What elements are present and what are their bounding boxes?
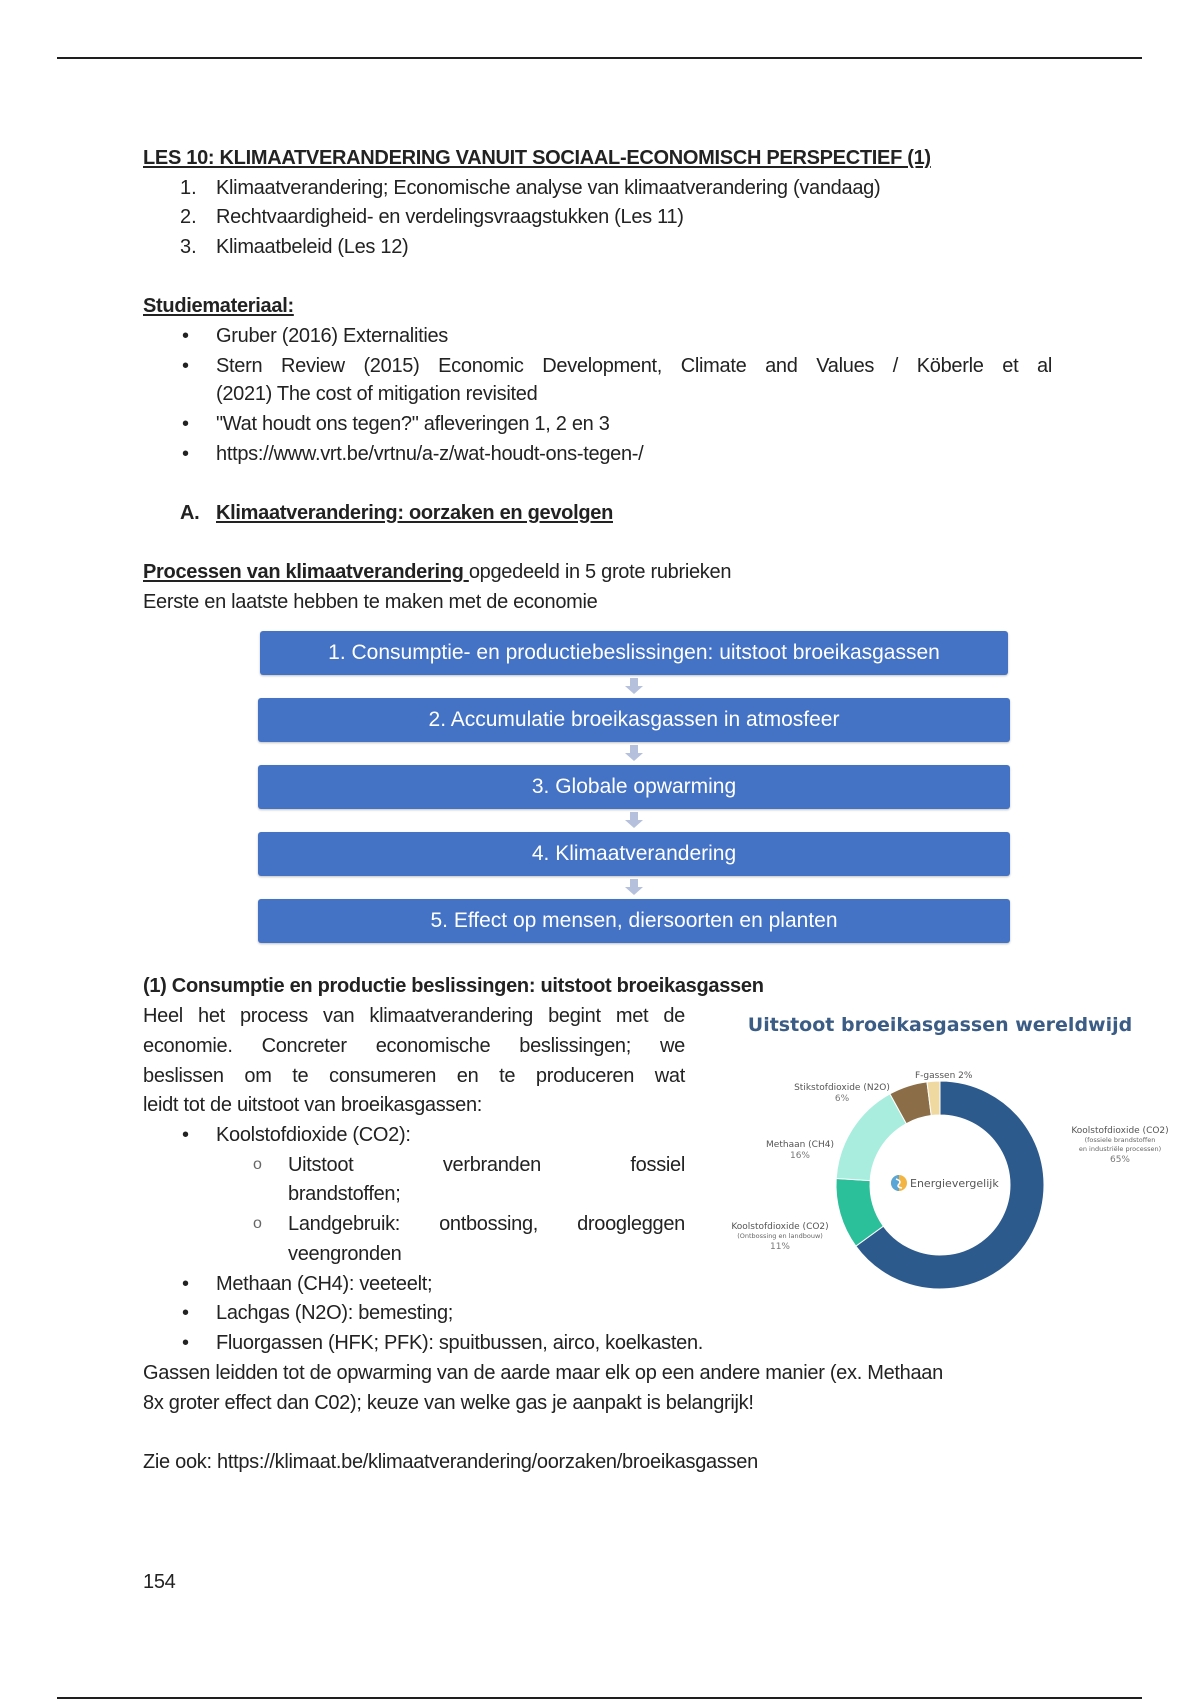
slice-label-percent: 11% [769, 1242, 791, 1252]
section-a-heading: Klimaatverandering: oorzaken en gevolgen [216, 502, 613, 524]
bullet-icon: • [182, 1124, 190, 1146]
slice-label-name: F-gassen 2% [915, 1071, 973, 1081]
slice-label-percent: 6% [834, 1094, 850, 1104]
processes-heading-rest: opgedeeld in 5 grote rubrieken [468, 561, 732, 583]
closing-line: Gassen leidden tot de opwarming van de aarde maar elk op een andere manier (ex. Methaan [143, 1362, 943, 1384]
paragraph-line: Heel het process van klimaatverandering begint met de [143, 1005, 685, 1027]
flow-step-5: 5. Effect op mensen, diersoorten en planten [258, 899, 1010, 943]
processes-heading [143, 560, 731, 584]
emissions-donut-chart [700, 1005, 1180, 1305]
bullet-icon: • [182, 1332, 190, 1354]
bullet-icon: • [182, 413, 190, 435]
list-number: 2. [180, 206, 197, 228]
brand-name: Energievergelijk [910, 1177, 999, 1190]
processes-heading-underlined: Processen van klimaatverandering [143, 561, 469, 583]
lesson-topic-item: Klimaatverandering; Economische analyse van klimaatverandering (vandaag) [216, 177, 881, 199]
gas-item-methane: Methaan (CH4): veeteelt; [216, 1273, 433, 1295]
brand-logo [891, 1175, 999, 1191]
donut-slice [836, 1094, 906, 1181]
sub-item-line: Uitstoot verbranden fossiel [288, 1154, 685, 1176]
study-material-item: Stern Review (2015) Economic Development, Climate and Values / Köberle et al [216, 355, 1052, 377]
slice-label-percent: 65% [1109, 1155, 1131, 1165]
gas-item-n2o: Lachgas (N2O): bemesting; [216, 1302, 454, 1324]
see-also-link[interactable]: Zie ook: https://klimaat.be/klimaatverandering/oorzaken/broeikasgassen [143, 1451, 758, 1473]
lesson-topic-item: Rechtvaardigheid- en verdelingsvraagstukken (Les 11) [216, 206, 684, 228]
paragraph-line: leidt tot de uitstoot van broeikasgassen: [143, 1094, 483, 1116]
study-material-item: "Wat houdt ons tegen?" afleveringen 1, 2 en 3 [216, 413, 610, 435]
lesson-topic-item: Klimaatbeleid (Les 12) [216, 236, 409, 258]
slice-label-name: Koolstofdioxide (CO2) [1071, 1126, 1169, 1136]
slice-label-name: Methaan (CH4) [766, 1140, 834, 1150]
sub-item-line: veengronden [288, 1243, 402, 1265]
bullet-icon: • [182, 325, 190, 347]
slice-label-name: Stikstofdioxide (N2O) [794, 1083, 890, 1093]
slice-label-sub: (Ontbossing en landbouw) [737, 1232, 823, 1240]
study-material-link[interactable]: https://www.vrt.be/vrtnu/a-z/wat-houdt-ons-tegen-/ [216, 443, 644, 465]
flow-step-4: 4. Klimaatverandering [258, 832, 1010, 876]
bullet-icon: • [182, 1273, 190, 1295]
section-marker: A. [180, 502, 200, 524]
gas-item-co2: Koolstofdioxide (CO2): [216, 1124, 411, 1146]
processes-subline: Eerste en laatste hebben te maken met de economie [143, 591, 598, 613]
list-number: 1. [180, 177, 197, 199]
chart-title: Uitstoot broeikasgassen wereldwijd [747, 1014, 1133, 1036]
study-material-item-cont: (2021) The cost of mitigation revisited [216, 383, 538, 405]
list-number: 3. [180, 236, 197, 258]
slice-label-sub: (fossiele brandstoffen [1084, 1136, 1156, 1144]
closing-line: 8x groter effect dan C02); keuze van welke gas je aanpakt is belangrijk! [143, 1392, 754, 1414]
flow-step-1: 1. Consumptie- en productiebeslissingen: uitstoot broeikasgassen [260, 631, 1008, 675]
flow-step-2: 2. Accumulatie broeikasgassen in atmosfeer [258, 698, 1010, 742]
study-material-item: Gruber (2016) Externalities [216, 325, 449, 347]
slice-label-name: Koolstofdioxide (CO2) [731, 1222, 829, 1232]
paragraph-line: economie. Concreter economische beslissingen; we [143, 1035, 685, 1057]
bullet-icon: • [182, 443, 190, 465]
page-number: 154 [143, 1571, 176, 1593]
section-1-heading: (1) Consumptie en productie beslissingen: uitstoot broeikasgassen [143, 975, 764, 997]
bullet-icon: • [182, 355, 190, 377]
header-rule [57, 57, 1142, 59]
paragraph-line: beslissen om te consumeren en te produceren wat [143, 1065, 685, 1087]
study-material-heading: Studiemateriaal: [143, 295, 294, 317]
hollow-bullet-icon: o [253, 1156, 262, 1173]
flow-step-3: 3. Globale opwarming [258, 765, 1010, 809]
slice-label-percent: 16% [789, 1151, 811, 1161]
hollow-bullet-icon: o [253, 1215, 262, 1232]
footer-rule [57, 1697, 1142, 1699]
lesson-title: LES 10: KLIMAATVERANDERING VANUIT SOCIAAL-ECONOMISCH PERSPECTIEF (1) [143, 147, 931, 169]
bullet-icon: • [182, 1302, 190, 1324]
sub-item-line: Landgebruik: ontbossing, droogleggen [288, 1213, 685, 1235]
slice-label-sub: en industriële processen) [1078, 1145, 1162, 1153]
sub-item-line: brandstoffen; [288, 1183, 401, 1205]
gas-item-fluor: Fluorgassen (HFK; PFK): spuitbussen, airco, koelkasten. [216, 1332, 704, 1354]
